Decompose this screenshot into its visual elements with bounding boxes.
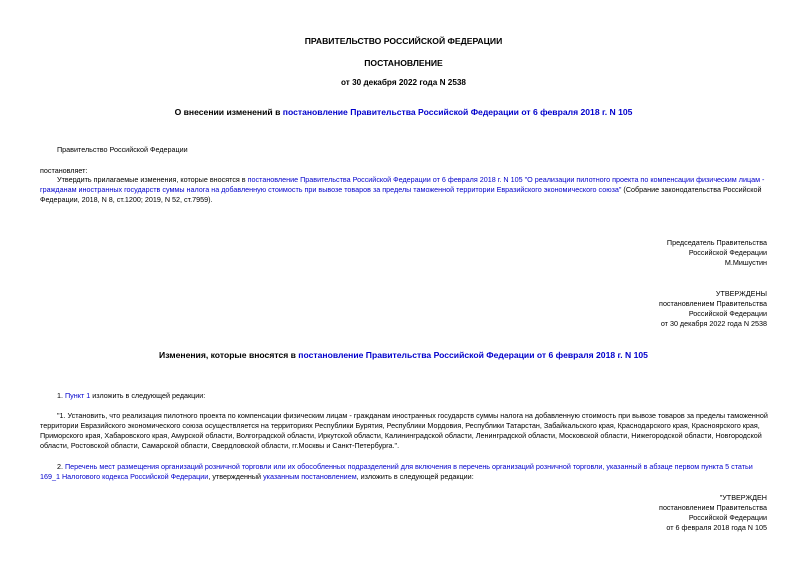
signature-position: Председатель Правительства <box>666 238 767 247</box>
approved-country: Российской Федерации <box>688 308 767 318</box>
change-item-1-number: 1. <box>57 391 65 400</box>
change-item-1-quote: "1. Установить, что реализация пилотного проекта по компенсации физическим лицам - гражданам иностранных государств суммы налога на добавленную стоимость при вывозе товаров за пределы таможенной территории Евразийского экономического союза осуществляется на территориях Республики Бурятия, Республики Мордовия, Республики Татарстан, Забайкальского края, Краснодарского края, Красноярского края, Приморского края, Хабаровского края, Амурской области, Волгоградской области, Иркутской области, Калининградской области, Ленинградской области, Московской области, Нижегородской области, Новгородской области, Ростовской области, Самарской области, Свердловской области, гг.Москвы и Санкт-Петербурга.". <box>40 411 768 450</box>
approved-list-title: "УТВЕРЖДЕН <box>719 493 767 502</box>
retail-list-link[interactable]: Перечень мест размещения организаций розничной торговли или их обособленных подразделений для включения в перечень организаций розничной торговли, указанный в абзаце первом пункта 5 статьи 169_1 Налогового кодекса Российской Федерации <box>40 462 753 481</box>
change-item-1-suffix: изложить в следующей редакции: <box>90 391 206 400</box>
change-item-2-suffix: , изложить в следующей редакции: <box>356 471 474 481</box>
approved-list-date: от 6 февраля 2018 года N 105 <box>666 522 767 532</box>
decree-title-prefix: О внесении изменений в <box>174 107 283 117</box>
approved-list-country: Российской Федерации <box>688 512 767 522</box>
decree-date-number: от 30 декабря 2022 года N 2538 <box>341 78 466 87</box>
approved-block <box>659 289 767 329</box>
changes-title-link[interactable]: постановление Правительства Российской Федерации от 6 февраля 2018 г. N 105 <box>298 350 648 360</box>
paragraph-approve-suffix: (Собрание законодательства Российской Федерации, 2018, N 8, ст.1200; 2019, N 52, ст.7959). <box>40 184 762 204</box>
government-label: Правительство Российской Федерации <box>57 145 188 154</box>
government-heading: ПРАВИТЕЛЬСТВО РОССИЙСКОЙ ФЕДЕРАЦИИ <box>304 36 503 46</box>
point-1-link[interactable]: Пункт 1 <box>65 391 91 400</box>
signature-country: Российской Федерации <box>688 247 767 257</box>
signature-block <box>667 238 767 268</box>
changes-title <box>0 350 807 362</box>
approved-list-by: постановлением Правительства <box>659 502 767 512</box>
changes-title-prefix: Изменения, которые вносятся в <box>159 350 299 360</box>
decree-title-link[interactable]: постановление Правительства Российской Федерации от 6 февраля 2018 г. N 105 <box>282 107 633 117</box>
decree-105-link[interactable]: постановление Правительства Российской Федерации от 6 февраля 2018 г. N 105 "О реализации пилотного проекта по компенсации физическим лицам - гражданам иностранных государств суммы налога на добавленную стоимость при вывозе товаров за пределы таможенной территории Евразийского экономического союза" <box>40 175 765 194</box>
said-decree-link[interactable]: указанным постановлением <box>263 471 357 481</box>
decree-type-heading: ПОСТАНОВЛЕНИЕ <box>364 58 443 68</box>
paragraph-approve-prefix: Утвердить прилагаемые изменения, которые вносятся в <box>57 175 248 184</box>
change-item-2 <box>40 462 770 482</box>
paragraph-approve <box>40 175 770 205</box>
approved-list-block <box>659 493 767 533</box>
change-item-1 <box>40 391 770 401</box>
change-item-2-number: 2. <box>57 462 65 471</box>
decides-label: постановляет: <box>40 166 88 175</box>
signature-name: М.Мишустин <box>724 257 767 267</box>
approved-by: постановлением Правительства <box>659 298 767 308</box>
decree-title <box>0 107 807 119</box>
approved-date: от 30 декабря 2022 года N 2538 <box>660 318 767 328</box>
change-item-2-mid: , утвержденный <box>208 471 264 481</box>
approved-title: УТВЕРЖДЕНЫ <box>715 289 767 298</box>
